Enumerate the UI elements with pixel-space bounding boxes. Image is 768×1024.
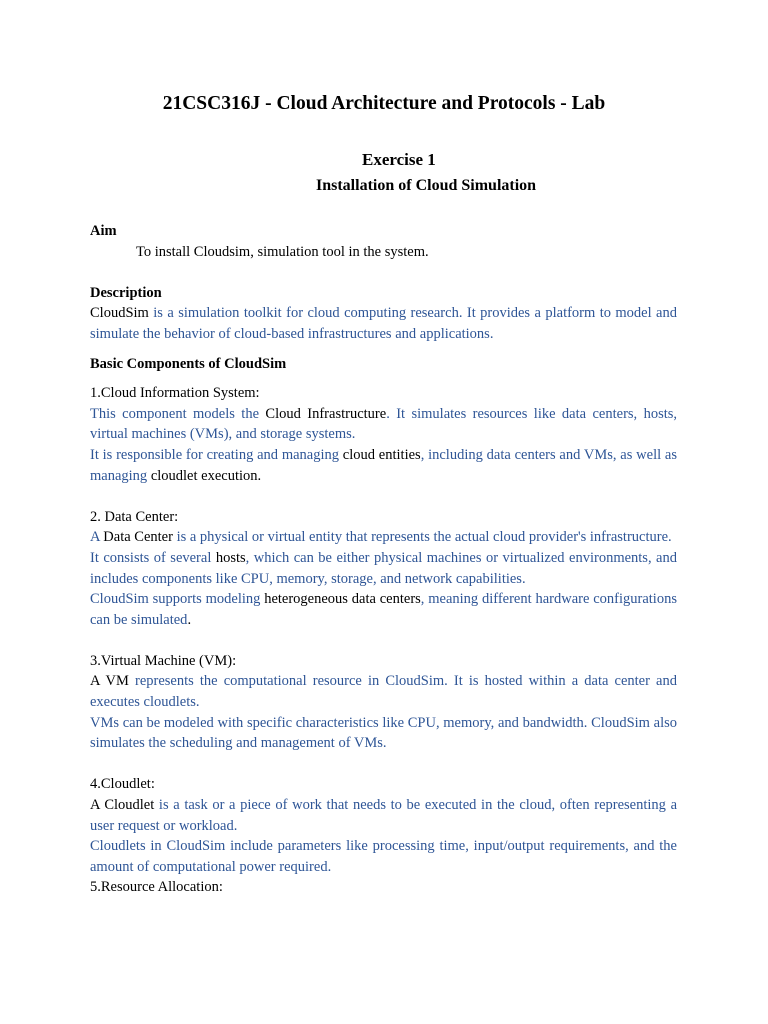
aim-heading: Aim xyxy=(90,223,117,239)
document-title: 21CSC316J - Cloud Architecture and Protocols - Lab xyxy=(162,93,606,114)
section-3-heading: 3.Virtual Machine (VM): xyxy=(90,652,237,669)
description-paragraph: CloudSim is a simulation toolkit for cloud computing research. It provides a platform to model and simulate the behavior of cloud-based infrastructures and applications. xyxy=(90,305,677,342)
description-heading: Description xyxy=(90,284,162,301)
section-1-paragraph-2: It is responsible for creating and managing cloud entities, including data centers and VMs, as well as managing cloudlet execution. xyxy=(90,446,678,484)
components-heading: Basic Components of CloudSim xyxy=(90,355,287,372)
exercise-number: Exercise 1 xyxy=(362,150,436,169)
section-3-paragraph-1: A VM represents the computational resource in CloudSim. It is hosted within a data center and executes cloudlets. xyxy=(90,673,677,711)
section-1-paragraph-1: This component models the Cloud Infrastructure. It simulates resources like data centers, hosts, virtual machines (VMs), and storage systems. xyxy=(90,405,678,443)
section-2-paragraph-3: CloudSim supports modeling heterogeneous data centers, meaning different hardware configurations can be simulated. xyxy=(90,591,677,628)
section-4-paragraph-1: A Cloudlet is a task or a piece of work that needs to be executed in the cloud, often representing a user request or workload. xyxy=(90,797,677,834)
aim-text: To install Cloudsim, simulation tool in the system. xyxy=(136,243,429,260)
section-1-heading: 1.Cloud Information System: xyxy=(90,385,260,402)
section-4-heading: 4.Cloudlet: xyxy=(90,776,155,793)
exercise-title: Installation of Cloud Simulation xyxy=(316,177,537,194)
section-2-paragraph-1: A Data Center is a physical or virtual entity that represents the actual cloud provider's infrastructure. xyxy=(90,529,672,546)
section-3-paragraph-2: VMs can be modeled with specific characteristics like CPU, memory, and bandwidth. CloudSim also simulates the scheduling and management of VMs. xyxy=(90,714,677,752)
section-4-paragraph-2: Cloudlets in CloudSim include parameters like processing time, input/output requirements, and the amount of computational power required. xyxy=(90,838,677,875)
section-5-heading: 5.Resource Allocation: xyxy=(90,879,223,896)
section-2-heading: 2. Data Center: xyxy=(90,508,179,525)
section-2-paragraph-2: It consists of several hosts, which can be either physical machines or virtualized environments, and includes components like CPU, memory, storage, and network capabilities. xyxy=(90,549,677,587)
document-body xyxy=(90,221,677,898)
